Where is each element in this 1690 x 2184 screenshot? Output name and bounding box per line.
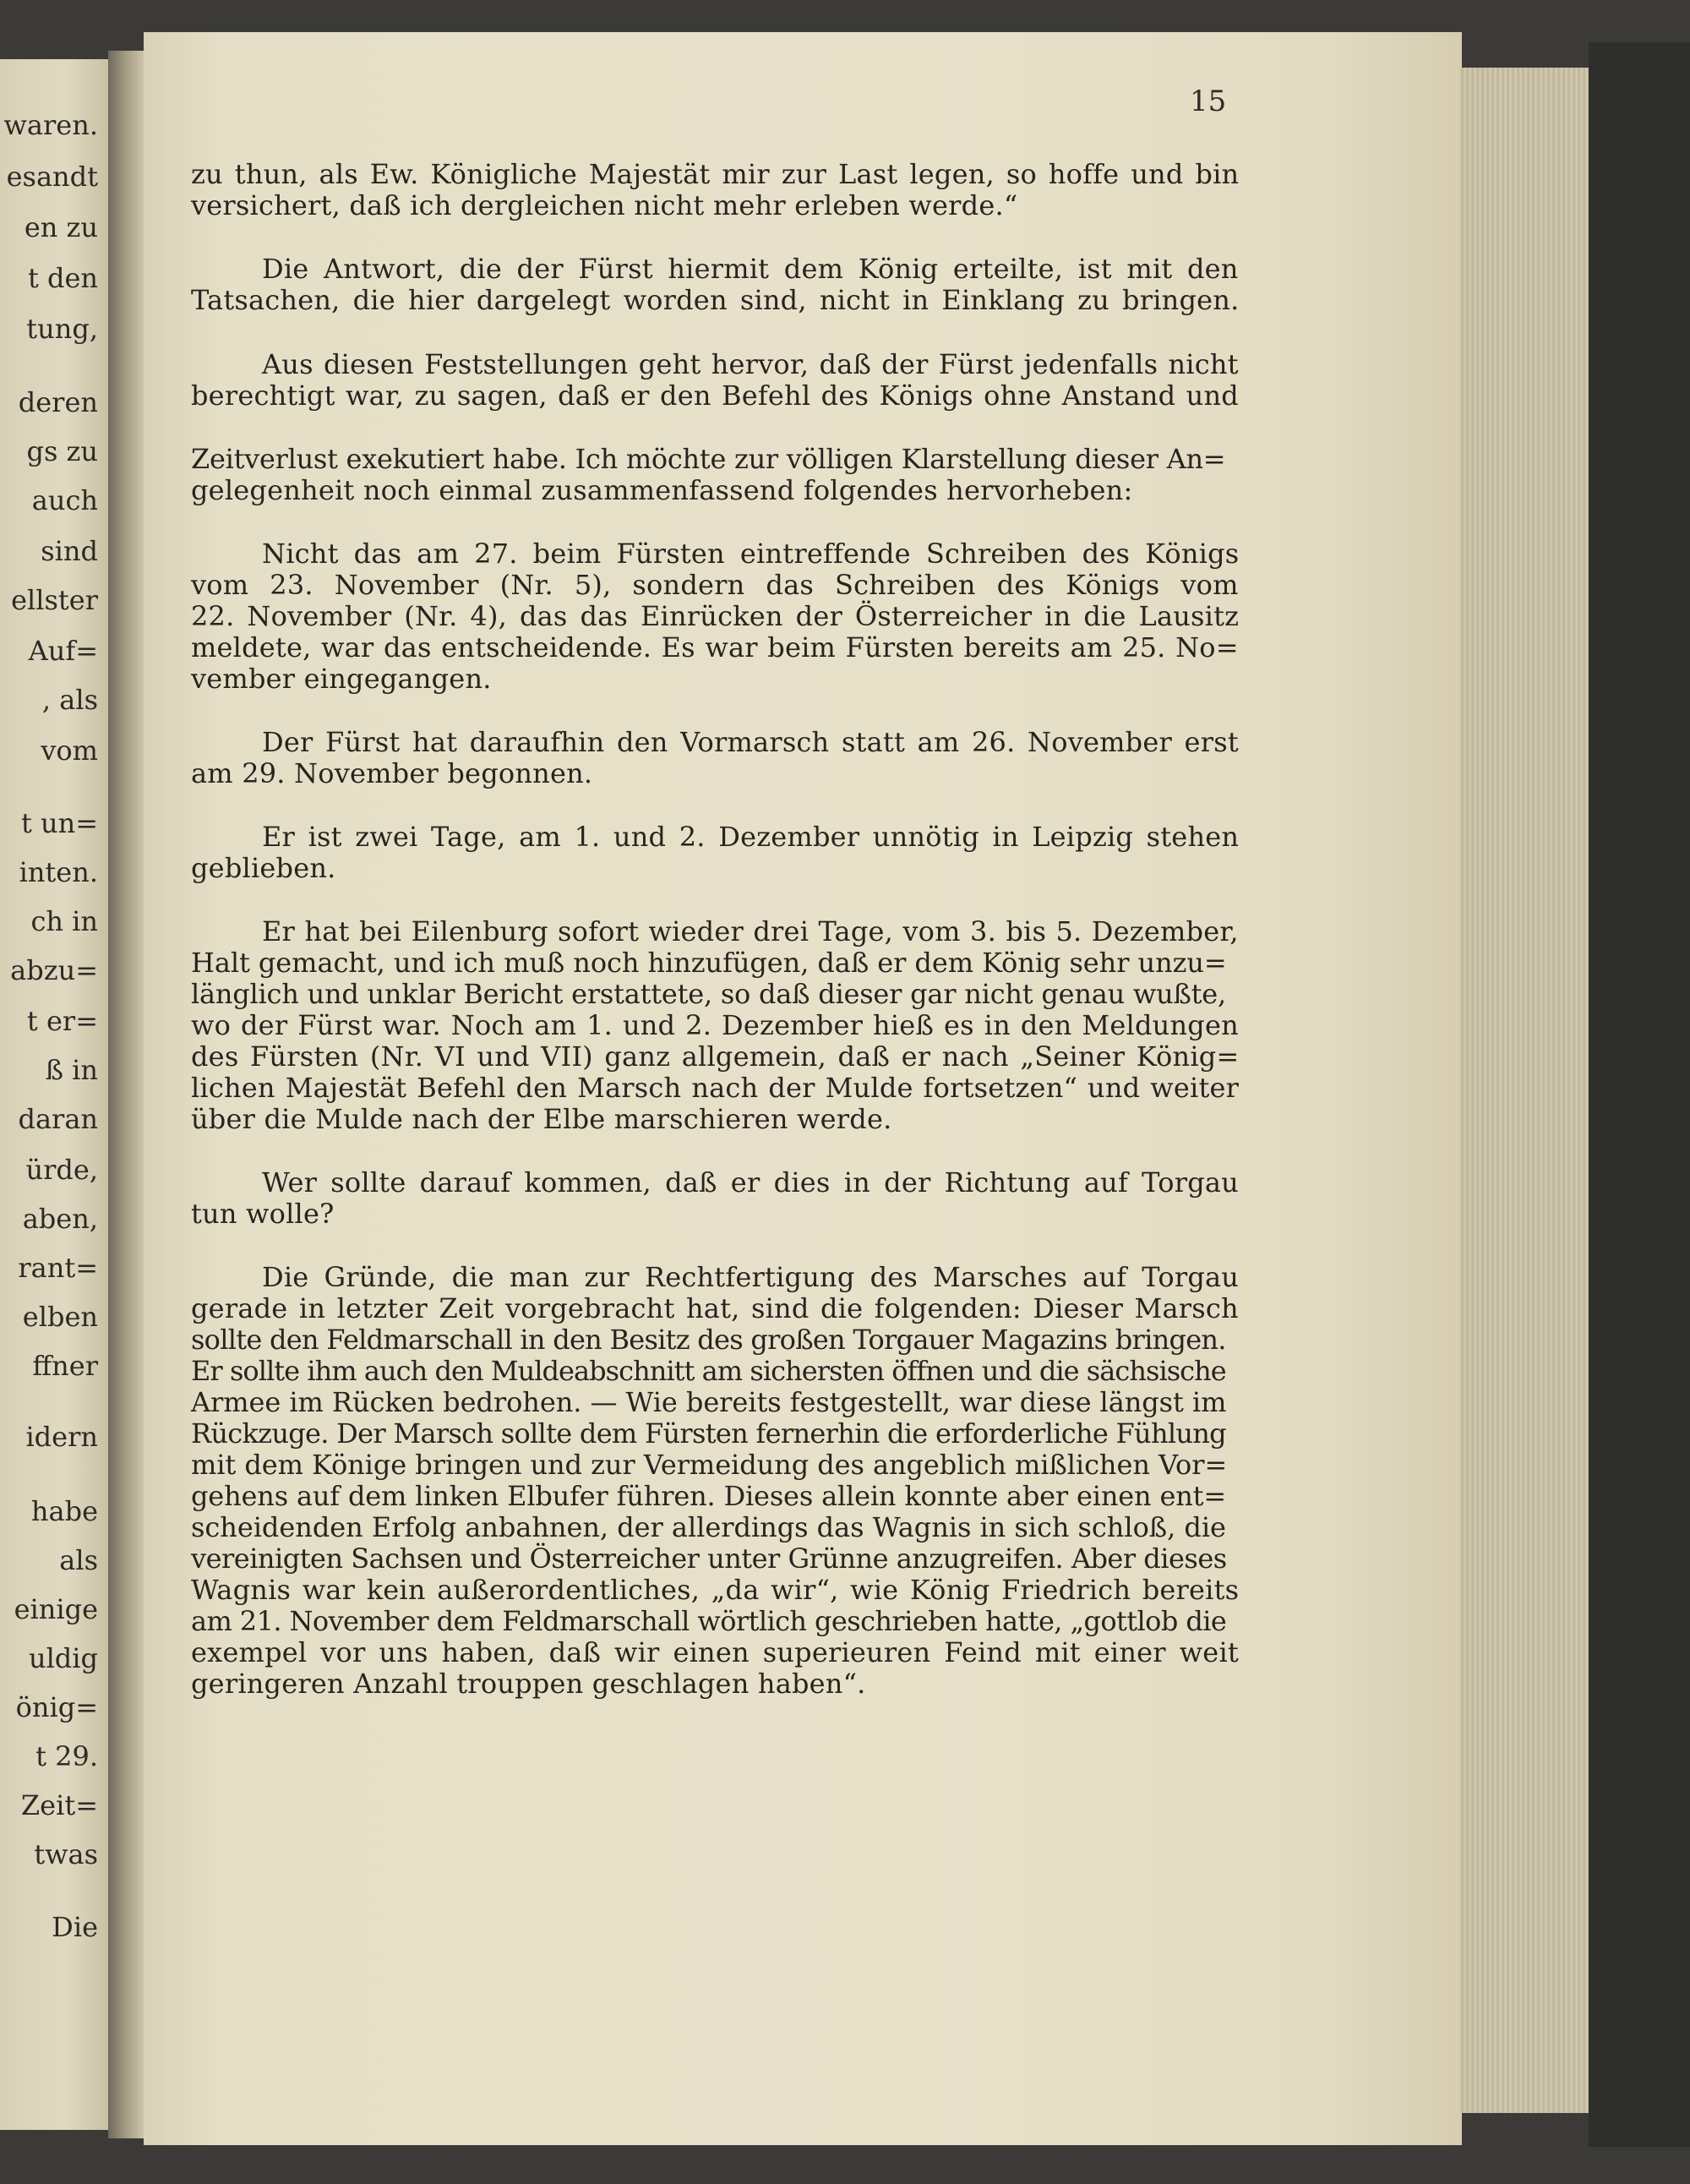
- left-page-fragment: abzu=: [10, 954, 98, 986]
- text-line: Nicht das am 27. beim Fürsten eintreffende Schreiben des Königs: [262, 538, 1240, 570]
- text-line: Die Gründe, die man zur Rechtfertigung des Marsches auf Torgau: [262, 1261, 1240, 1293]
- text-line: Wagnis war kein außerordentliches, „da wir“, wie König Friedrich bereits: [191, 1574, 1240, 1606]
- text-line: vember eingegangen.: [191, 663, 492, 695]
- left-page-fragment: t er=: [26, 1005, 98, 1037]
- left-page-fragment: önig=: [15, 1691, 98, 1723]
- left-page-fragment: Zeit=: [20, 1789, 98, 1821]
- left-page-fragment: ffner: [32, 1350, 98, 1382]
- text-line: am 21. November dem Feldmarschall wörtlich geschrieben hatte, „gottlob die: [191, 1605, 1227, 1637]
- text-line: mit dem Könige bringen und zur Vermeidung des angeblich mißlichen Vor=: [191, 1449, 1228, 1481]
- left-page-fragment: rant=: [18, 1252, 98, 1284]
- left-page-fragment: gs zu: [26, 435, 98, 467]
- text-line: scheidenden Erfolg anbahnen, der allerdings das Wagnis in sich schloß, die: [191, 1511, 1226, 1543]
- text-line: Aus diesen Feststellungen geht hervor, daß der Fürst jedenfalls nicht: [262, 348, 1239, 380]
- text-line: berechtigt war, zu sagen, daß er den Befehl des Königs ohne Anstand und: [191, 379, 1239, 412]
- left-page-fragment: idern: [25, 1421, 98, 1453]
- text-line: Zeitverlust exekutiert habe. Ich möchte zur völligen Klarstellung dieser An=: [191, 443, 1226, 475]
- text-line: geblieben.: [191, 852, 336, 884]
- text-line: Armee im Rücken bedrohen. — Wie bereits festgestellt, war diese längst im: [191, 1386, 1227, 1418]
- left-page-fragment: tung,: [26, 313, 98, 345]
- left-page-fragment: elben: [22, 1301, 98, 1333]
- left-page-fragment: en zu: [24, 211, 98, 243]
- text-line: wo der Fürst war. Noch am 1. und 2. Dezember hieß es in den Meldungen: [191, 1009, 1239, 1041]
- left-page-fragment: einige: [14, 1593, 98, 1625]
- left-page-fragment: auch: [31, 484, 98, 516]
- left-page-fragment: t den: [27, 262, 98, 294]
- text-line: gelegenheit noch einmal zusammenfassend folgendes hervorheben:: [191, 474, 1133, 506]
- left-page-fragment: deren: [18, 386, 98, 418]
- text-line: Er ist zwei Tage, am 1. und 2. Dezember unnötig in Leipzig stehen: [262, 821, 1240, 853]
- text-line: Wer sollte darauf kommen, daß er dies in der Richtung auf Torgau: [262, 1166, 1239, 1198]
- left-page-fragment: t un=: [20, 807, 98, 839]
- text-line: gerade in letzter Zeit vorgebracht hat, sind die folgenden: Dieser Marsch: [191, 1292, 1239, 1324]
- text-line: Er sollte ihm auch den Muldeabschnitt am sichersten öffnen und die sächsische: [191, 1355, 1226, 1387]
- text-line: gehens auf dem linken Elbufer führen. Dieses allein konnte aber einen ent=: [191, 1480, 1227, 1512]
- left-page-fragment: ch in: [30, 905, 98, 937]
- text-line: des Fürsten (Nr. VI und VII) ganz allgemein, daß er nach „Seiner König=: [191, 1040, 1240, 1073]
- text-line: geringeren Anzahl trouppen geschlagen haben“.: [191, 1668, 866, 1700]
- left-page-fragment: habe: [30, 1495, 98, 1527]
- text-line: am 29. November begonnen.: [191, 757, 593, 789]
- left-page-fragment: als: [59, 1544, 98, 1576]
- text-line: tun wolle?: [191, 1198, 335, 1230]
- text-line: vereinigten Sachsen und Österreicher unter Grünne anzugreifen. Aber dieses: [191, 1542, 1227, 1575]
- text-line: Tatsachen, die hier dargelegt worden sind, nicht in Einklang zu bringen.: [191, 284, 1240, 316]
- left-page-fragment: uldig: [28, 1642, 98, 1674]
- text-line: Halt gemacht, und ich muß noch hinzufügen, daß er dem König sehr unzu=: [191, 947, 1227, 979]
- left-page-fragment: sind: [41, 535, 98, 567]
- text-line: zu thun, als Ew. Königliche Majestät mir zur Last legen, so hoffe und bin: [191, 158, 1240, 190]
- left-page-fragment: inten.: [19, 856, 98, 888]
- left-page-fragment: twas: [34, 1838, 98, 1870]
- left-page-fragment: waren.: [3, 109, 98, 141]
- text-line: Der Fürst hat daraufhin den Vormarsch statt am 26. November erst: [262, 726, 1239, 758]
- left-page-fragment: aben,: [22, 1203, 98, 1235]
- text-line: exempel vor uns haben, daß wir einen superieuren Feind mit einer weit: [191, 1636, 1239, 1668]
- text-line: versichert, daß ich dergleichen nicht mehr erleben werde.“: [191, 189, 1018, 221]
- text-line: 22. November (Nr. 4), das das Einrücken der Österreicher in die Lausitz: [191, 600, 1240, 632]
- text-line: über die Mulde nach der Elbe marschieren werde.: [191, 1103, 892, 1135]
- text-line: Rückzuge. Der Marsch sollte dem Fürsten fernerhin die erforderliche Fühlung: [191, 1417, 1226, 1450]
- book-gutter: [108, 51, 147, 2138]
- text-line: sollte den Feldmarschall in den Besitz des großen Torgauer Magazins bringen.: [191, 1324, 1226, 1356]
- left-page-fragment: ürde,: [25, 1154, 98, 1186]
- left-page-fragment: Die: [52, 1911, 98, 1943]
- book-cover-edge: [1589, 42, 1690, 2147]
- text-line: lichen Majestät Befehl den Marsch nach der Mulde fortsetzen“ und weiter: [191, 1072, 1240, 1104]
- text-line: vom 23. November (Nr. 5), sondern das Schreiben des Königs vom: [191, 569, 1239, 601]
- text-line: Er hat bei Eilenburg sofort wieder drei Tage, vom 3. bis 5. Dezember,: [262, 915, 1239, 947]
- left-page-fragment: ß in: [45, 1054, 98, 1086]
- left-page-fragment: Auf=: [28, 635, 98, 667]
- page-edges: [1460, 68, 1595, 2113]
- left-page-fragment: esandt: [6, 161, 98, 193]
- left-page-fragment: ellster: [11, 584, 98, 616]
- left-page-fragment: daran: [18, 1103, 98, 1135]
- left-page-fragment: vom: [41, 734, 98, 767]
- left-page-fragment: , als: [41, 684, 98, 716]
- text-line: meldete, war das entscheidende. Es war beim Fürsten bereits am 25. No=: [191, 631, 1239, 663]
- text-line: Die Antwort, die der Fürst hiermit dem König erteilte, ist mit den: [262, 253, 1239, 285]
- previous-page-edge: [0, 59, 110, 2130]
- left-page-fragment: t 29.: [35, 1740, 98, 1772]
- page-number: 15: [1190, 85, 1227, 118]
- text-line: länglich und unklar Bericht erstattete, so daß dieser gar nicht genau wußte,: [191, 978, 1226, 1010]
